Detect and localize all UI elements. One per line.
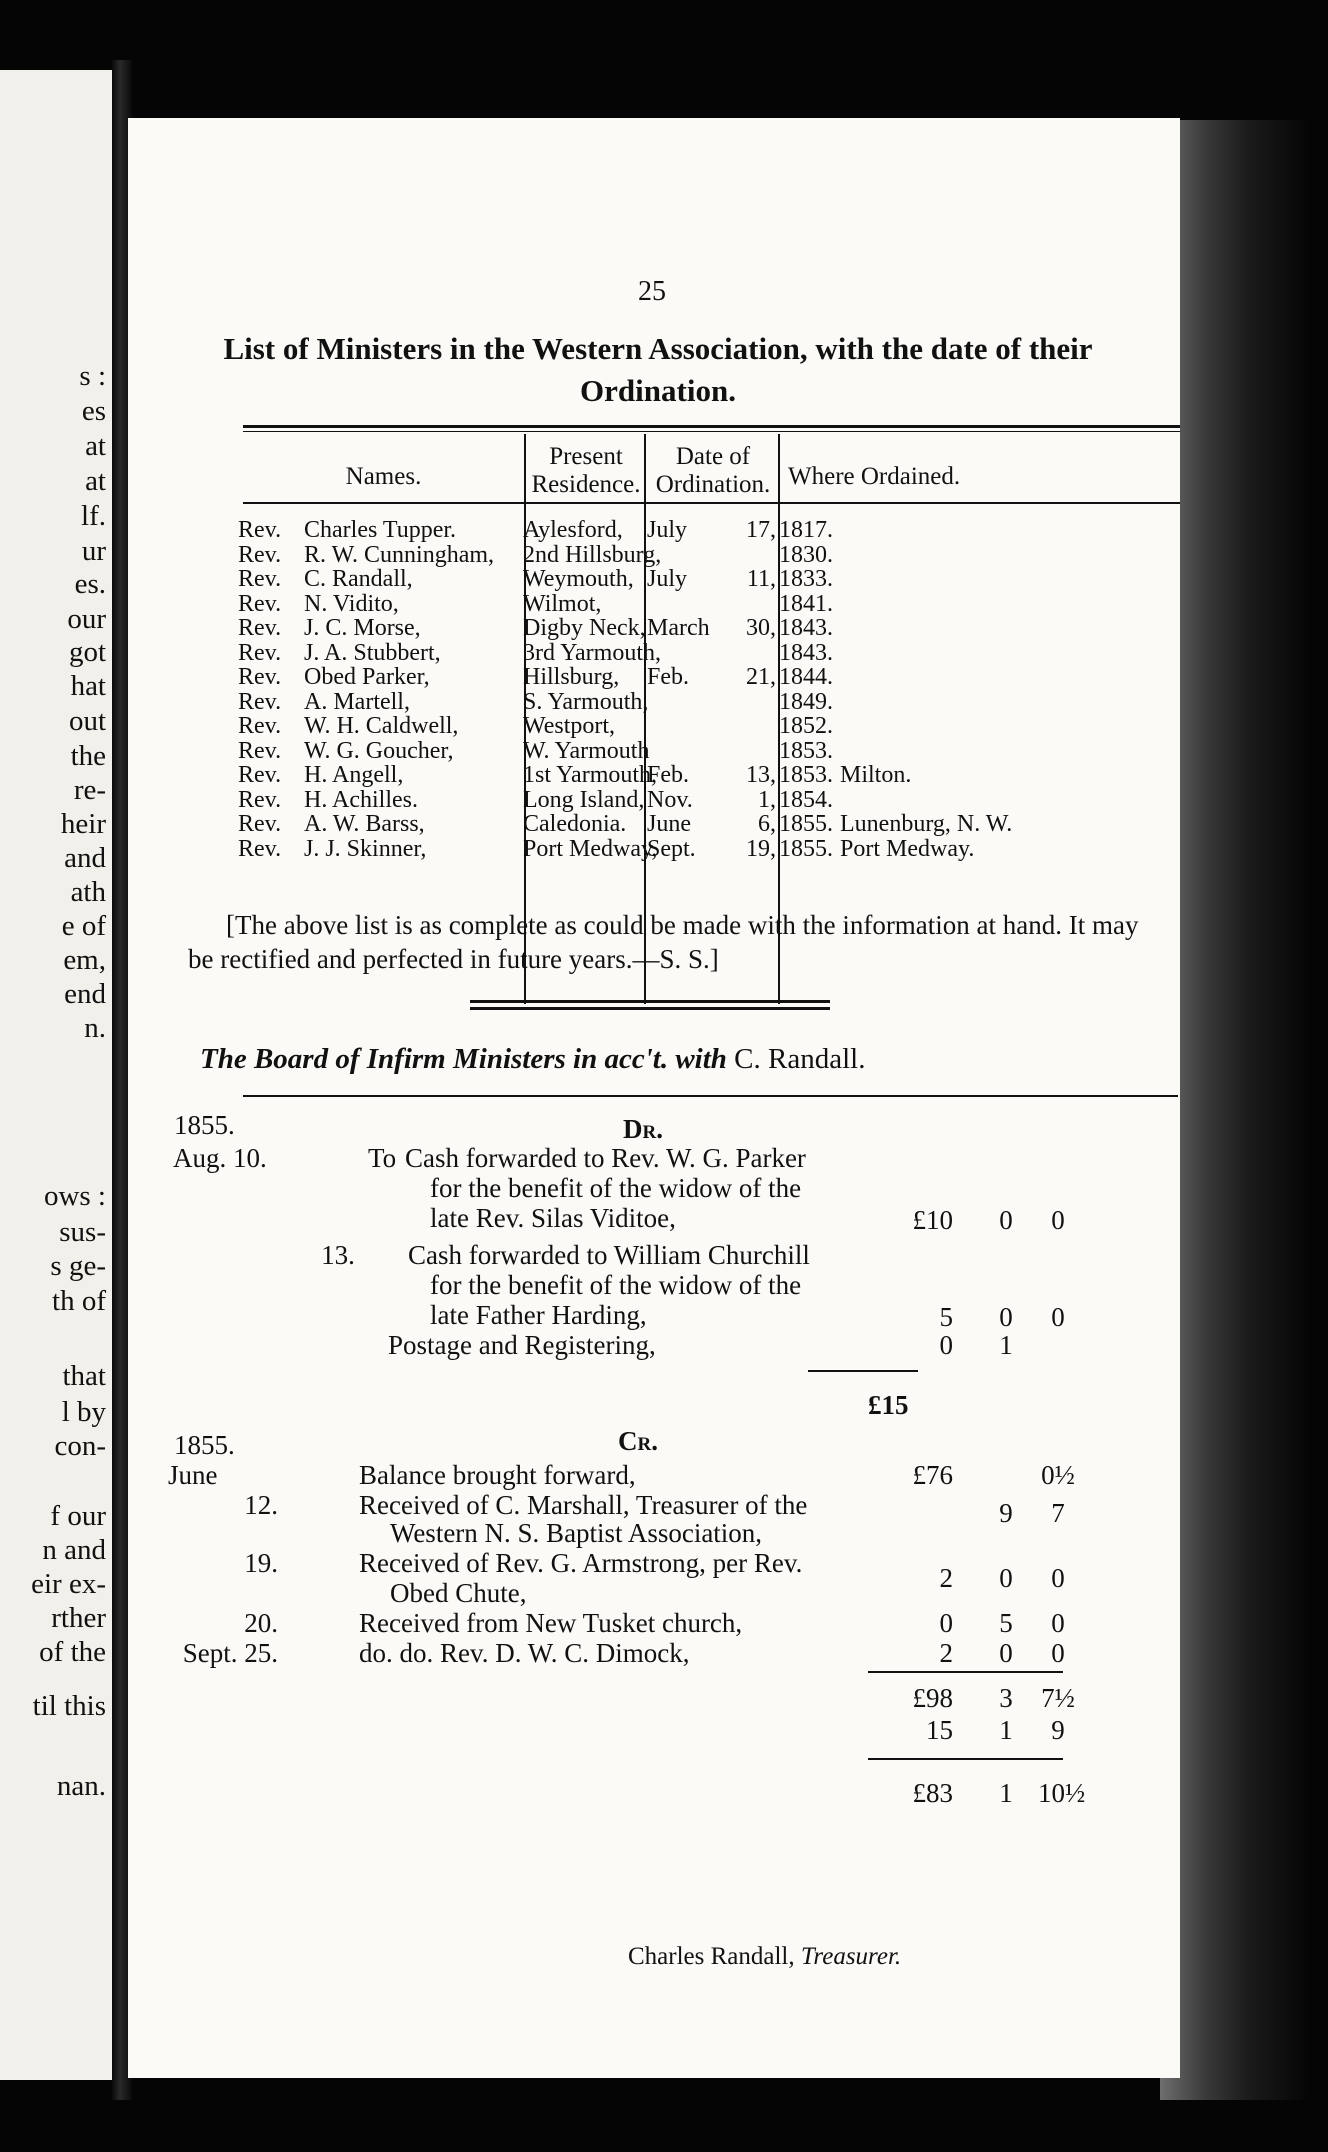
left-page-fragment: and (64, 842, 106, 874)
cell-where: Port Medway. (840, 835, 975, 862)
account-title-italic: The Board of Infirm Ministers in acc't. with (200, 1043, 727, 1075)
signature-name: Charles Randall, (628, 1943, 795, 1970)
cell-name: W. G. Goucher, (304, 737, 454, 764)
cell-residence: Caledonia. (523, 811, 627, 837)
credit-amount: 7 (1051, 1498, 1065, 1528)
cell-title: Rev. (238, 811, 282, 837)
credit-amount: 5 (999, 1608, 1013, 1638)
cell-month: Feb. (647, 762, 689, 788)
left-page-fragment: sus- (59, 1216, 106, 1248)
header-names: Names. (345, 463, 422, 490)
cell-year: 1855. (779, 835, 833, 862)
cell-month: June (647, 811, 691, 837)
left-page-fragment: heir (60, 808, 106, 840)
table-row (238, 837, 1178, 861)
signature (628, 1943, 901, 1971)
debit-date: 13. (321, 1240, 355, 1270)
cell-month: Nov. (647, 786, 693, 813)
credit-heading: Cr. (618, 1426, 658, 1456)
table-row (238, 665, 1178, 689)
header-bottom-rule (243, 502, 1180, 504)
left-page-fragment: eir ex- (31, 1568, 106, 1600)
cell-residence: 2nd Hillsburg, (523, 541, 662, 568)
left-page-fragment: e of (61, 910, 106, 942)
credit-subtotal: 7½ (1041, 1683, 1075, 1713)
cell-day: 6, (758, 811, 776, 837)
cell-day: 19, (746, 835, 776, 862)
debit-amount: 0 (999, 1302, 1013, 1332)
left-page-fragment: l by (61, 1396, 106, 1428)
credit-amount: 9 (999, 1498, 1013, 1528)
credit-balance-rule (868, 1758, 1063, 1760)
cell-title: Rev. (238, 835, 282, 862)
cell-year: 1817. (779, 517, 833, 543)
cell-name: W. H. Caldwell, (304, 713, 459, 739)
cell-day: 30, (746, 615, 776, 641)
left-page-fragment: nan. (56, 1770, 106, 1802)
cell-name: C. Randall, (304, 566, 413, 592)
cell-month: March (647, 615, 710, 641)
cell-name: J. A. Stubbert, (304, 639, 441, 666)
left-page-margin (0, 70, 112, 2080)
cell-year: 1830. (779, 541, 833, 568)
table-row (238, 518, 1178, 542)
cell-name: H. Angell, (304, 762, 404, 788)
credit-date: 19. (244, 1548, 278, 1578)
table-row (238, 567, 1178, 591)
debit-total: £15 (868, 1390, 909, 1420)
header-where: Where Ordained. (788, 463, 961, 490)
signature-role: Treasurer. (800, 1943, 902, 1970)
credit-line: Received of C. Marshall, Treasurer of the (359, 1490, 808, 1520)
left-page-fragment: n. (84, 1012, 106, 1044)
left-page-fragment: our (67, 603, 106, 635)
cell-name: J. J. Skinner, (304, 835, 427, 862)
credit-amount: 0 (999, 1563, 1013, 1593)
page-number: 25 (638, 276, 666, 307)
debit-amount: 0 (999, 1205, 1013, 1235)
credit-less: 9 (1051, 1715, 1065, 1745)
debit-amount: 0 (1051, 1205, 1065, 1235)
credit-less: 15 (926, 1715, 953, 1745)
list-title: List of Ministers in the Western Association, with the date of their Ordination. (223, 331, 1093, 408)
left-page-fragment: th of (52, 1285, 106, 1317)
cell-title: Rev. (238, 664, 282, 690)
cell-year: 1854. (779, 786, 833, 813)
debit-line: Postage and Registering, (388, 1330, 656, 1360)
cell-year: 1852. (779, 713, 833, 739)
credit-date: 12. (244, 1490, 278, 1520)
left-page-fragment: n and (42, 1534, 106, 1566)
left-page-fragment: ath (70, 876, 106, 908)
credit-amount: 2 (939, 1638, 953, 1668)
cell-title: Rev. (238, 786, 282, 813)
debit-line: for the benefit of the widow of the (430, 1270, 802, 1300)
left-page-fragment: ows : (43, 1180, 106, 1212)
cell-name: Charles Tupper. (304, 517, 457, 543)
cell-year: 1843. (779, 639, 833, 666)
left-page-fragment: es (81, 395, 106, 427)
cell-day: 11, (746, 566, 776, 592)
credit-amount: 0½ (1041, 1460, 1075, 1490)
debit-date: Aug. 10. (173, 1143, 267, 1173)
cell-month: July (647, 566, 688, 592)
credit-line: Western N. S. Baptist Association, (390, 1518, 763, 1548)
cell-year: 1855. (779, 811, 833, 837)
cell-month: Feb. (647, 664, 689, 690)
table-row (238, 543, 1178, 567)
credit-amount: 0 (999, 1638, 1013, 1668)
cell-day: 13, (746, 762, 776, 788)
cell-month: July (647, 517, 688, 543)
debit-amount: £10 (912, 1205, 953, 1235)
credit-line: Received of Rev. G. Armstrong, per Rev. (359, 1548, 803, 1578)
table-row (238, 616, 1178, 640)
left-page-fragment: em, (63, 944, 106, 976)
credit-year: 1855. (174, 1430, 235, 1460)
cell-year: 1849. (779, 688, 833, 715)
left-page-fragment: es. (74, 568, 106, 600)
cell-residence: Hillsburg, (523, 664, 620, 690)
credit-date: June (168, 1460, 218, 1490)
credit-balance: 10½ (1038, 1778, 1086, 1808)
left-page-fragment: hat (70, 670, 106, 702)
table-row (238, 788, 1178, 812)
debit-line: Cash forwarded to Rev. W. G. Parker (405, 1143, 806, 1173)
debit-line: Cash forwarded to William Churchill (408, 1240, 810, 1270)
cell-name: A. W. Barss, (304, 811, 425, 837)
table-row (238, 592, 1178, 616)
debit-line: late Rev. Silas Viditoe, (430, 1203, 676, 1233)
cell-residence: S. Yarmouth, (523, 688, 649, 715)
credit-amount: 2 (939, 1563, 953, 1593)
credit-balance: 1 (999, 1778, 1013, 1808)
credit-subtotal: 3 (999, 1683, 1013, 1713)
cell-name: R. W. Cunningham, (304, 541, 495, 568)
debit-line: for the benefit of the widow of the (430, 1173, 802, 1203)
list-note: [The above list is as complete as could be made with the information at hand. It may be rectified and perfected in future years.—S. S.] (188, 910, 1139, 974)
table-top-rule-thin (243, 431, 1180, 432)
cell-title: Rev. (238, 639, 282, 666)
book-page (128, 118, 1180, 2078)
left-page-fragment: con- (54, 1430, 106, 1462)
left-page-fragment: out (68, 705, 106, 737)
credit-amount: 0 (1051, 1608, 1065, 1638)
cell-year: 1841. (779, 590, 833, 617)
cell-month: Sept. (647, 835, 696, 862)
debit-line: late Father Harding, (430, 1300, 647, 1330)
cell-title: Rev. (238, 737, 282, 764)
credit-amount: £76 (912, 1460, 953, 1490)
header-date: Date of Ordination. (655, 443, 771, 498)
left-page-fragment: s : (79, 360, 106, 392)
credit-line: Received from New Tusket church, (359, 1608, 743, 1638)
left-page-fragment: s ge- (50, 1250, 106, 1282)
cell-residence: Port Medway, (523, 835, 658, 862)
page-edge-shadow (1160, 120, 1310, 2100)
cell-name: H. Achilles. (304, 786, 418, 813)
table-row (238, 714, 1178, 738)
table-row (238, 739, 1178, 763)
credit-amount: 0 (1051, 1638, 1065, 1668)
cell-name: N. Vidito, (304, 590, 399, 617)
account-title (200, 1043, 865, 1076)
debit-amount: 5 (939, 1302, 953, 1332)
cell-residence: Weymouth, (523, 566, 634, 592)
cell-year: 1843. (779, 615, 833, 641)
debit-heading: Dr. (623, 1114, 663, 1144)
debit-year: 1855. (174, 1110, 235, 1140)
left-page-fragment: end (64, 978, 106, 1010)
credit-line: Obed Chute, (390, 1578, 527, 1608)
table-row (238, 690, 1178, 714)
cell-title: Rev. (238, 590, 282, 617)
table-row (238, 763, 1178, 787)
cell-day: 21, (746, 664, 776, 690)
cell-title: Rev. (238, 541, 282, 568)
account-rule (243, 1095, 1178, 1097)
left-page-fragment: rther (51, 1602, 106, 1634)
cell-day: 1, (758, 786, 776, 813)
credit-less: 1 (999, 1715, 1013, 1745)
cell-residence: 1st Yarmouth, (523, 762, 658, 788)
left-page-fragment: at (85, 430, 106, 462)
left-page-fragment: ur (81, 535, 106, 567)
left-page-fragment: of the (39, 1636, 106, 1668)
left-page-fragment: re- (73, 774, 106, 806)
credit-line: Balance brought forward, (359, 1460, 636, 1490)
cell-title: Rev. (238, 566, 282, 592)
section-rule (470, 1000, 830, 1003)
table-row (238, 641, 1178, 665)
cell-day: 17, (746, 517, 776, 543)
debit-amount: 0 (939, 1330, 953, 1360)
credit-date: Sept. 25. (182, 1638, 278, 1668)
table-top-rule (243, 425, 1180, 428)
cell-residence: Aylesford, (523, 517, 623, 543)
table-row (238, 812, 1178, 836)
cell-residence: Digby Neck, (523, 615, 646, 641)
header-residence: Present Residence. (531, 443, 641, 498)
left-page-fragment: the (70, 740, 106, 772)
left-page-fragment: got (68, 636, 106, 668)
debit-amount: 0 (1051, 1302, 1065, 1332)
cell-where: Milton. (840, 762, 912, 788)
cell-year: 1853. (779, 762, 833, 788)
cell-residence: Wilmot, (523, 590, 602, 617)
cell-residence: Westport, (523, 713, 616, 739)
cell-name: Obed Parker, (304, 664, 430, 690)
left-page-fragment: f our (50, 1500, 106, 1532)
cell-title: Rev. (238, 688, 282, 715)
credit-subtotal: £98 (912, 1683, 953, 1713)
left-page-fragment: at (85, 465, 106, 497)
debit-amount: 1 (999, 1330, 1013, 1360)
debit-prefix: To (368, 1143, 397, 1173)
left-page-fragment: lf. (81, 500, 106, 532)
cell-name: J. C. Morse, (304, 615, 421, 641)
debit-total-rule (808, 1370, 918, 1372)
cell-title: Rev. (238, 615, 282, 641)
credit-line: do. do. Rev. D. W. C. Dimock, (359, 1638, 690, 1668)
cell-name: A. Martell, (304, 688, 410, 715)
credit-subtotal-rule (868, 1671, 1063, 1673)
credit-amount: 0 (939, 1608, 953, 1638)
cell-residence: W. Yarmouth (523, 737, 650, 764)
cell-title: Rev. (238, 762, 282, 788)
cell-title: Rev. (238, 517, 282, 543)
cell-residence: Long Island, (523, 786, 645, 813)
cell-title: Rev. (238, 713, 282, 739)
cell-year: 1833. (779, 566, 833, 592)
credit-date: 20. (244, 1608, 278, 1638)
account-title-name: C. Randall. (734, 1043, 866, 1075)
cell-where: Lunenburg, N. W. (840, 811, 1013, 837)
credit-balance: £83 (912, 1778, 953, 1808)
left-page-fragment: that (62, 1360, 106, 1392)
cell-year: 1853. (779, 737, 833, 764)
cell-year: 1844. (779, 664, 833, 690)
cell-residence: 3rd Yarmouth, (523, 639, 662, 666)
section-rule (470, 1007, 830, 1010)
credit-amount: 0 (1051, 1563, 1065, 1593)
left-page-fragment: til this (32, 1690, 106, 1722)
